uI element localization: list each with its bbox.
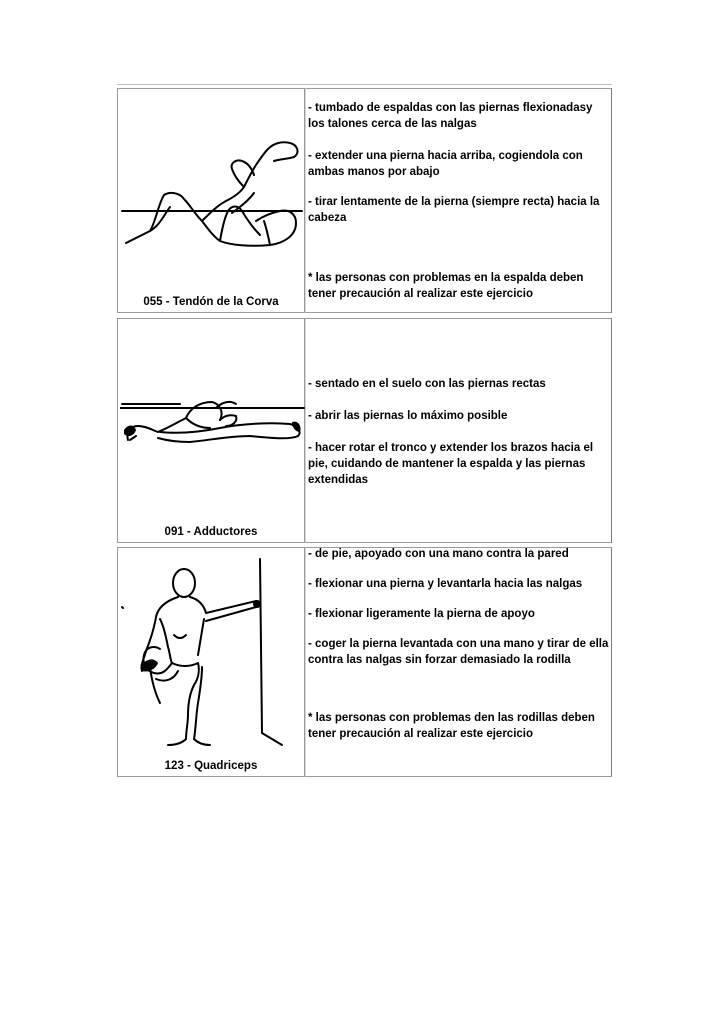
exercise-caption: 091 - Adductores: [164, 526, 258, 538]
adductor-stretch-drawing: [120, 382, 305, 452]
instruction-block: [308, 546, 614, 742]
instruction-step: - sentado en el suelo con las piernas rectas: [308, 378, 546, 390]
caution-note: * las personas con problemas den las rodillas deben tener precaución al realizar este ejercicio: [308, 712, 595, 740]
hamstring-stretch-drawing: [120, 135, 305, 250]
instruction-step: - extender una pierna hacia arriba, cogiendola con ambas manos por abajo: [308, 150, 583, 178]
instruction-block: [308, 100, 610, 302]
instruction-block: [308, 376, 610, 488]
exercise-caption: 055 - Tendón de la Corva: [143, 296, 279, 308]
instruction-step: - abrir las piernas lo máximo posible: [308, 410, 508, 422]
instruction-step: - de pie, apoyado con una mano contra la pared: [308, 548, 569, 560]
instruction-step: - hacer rotar el tronco y extender los brazos hacia el pie, cuidando de mantener la espalda y las piernas extendidas: [308, 442, 594, 486]
instruction-step: - tirar lentamente de la pierna (siempre recta) hacia la cabeza: [308, 196, 600, 224]
exercise-caption: 123 - Quadriceps: [164, 760, 258, 772]
top-rule: [117, 84, 612, 85]
instruction-step: - tumbado de espaldas con las piernas flexionadasy los talones cerca de las nalgas: [308, 102, 593, 130]
instruction-step: - flexionar ligeramente la pierna de apoyo: [308, 608, 535, 620]
quadriceps-stretch-drawing: [120, 555, 285, 750]
instruction-step: - coger la pierna levantada con una mano y tirar de ella contra las nalgas sin forzar demasiado la rodilla: [308, 638, 609, 666]
instruction-step: - flexionar una pierna y levantarla hacia las nalgas: [308, 578, 583, 590]
caution-note: * las personas con problemas en la espalda deben tener precaución al realizar este ejercicio: [308, 272, 584, 300]
